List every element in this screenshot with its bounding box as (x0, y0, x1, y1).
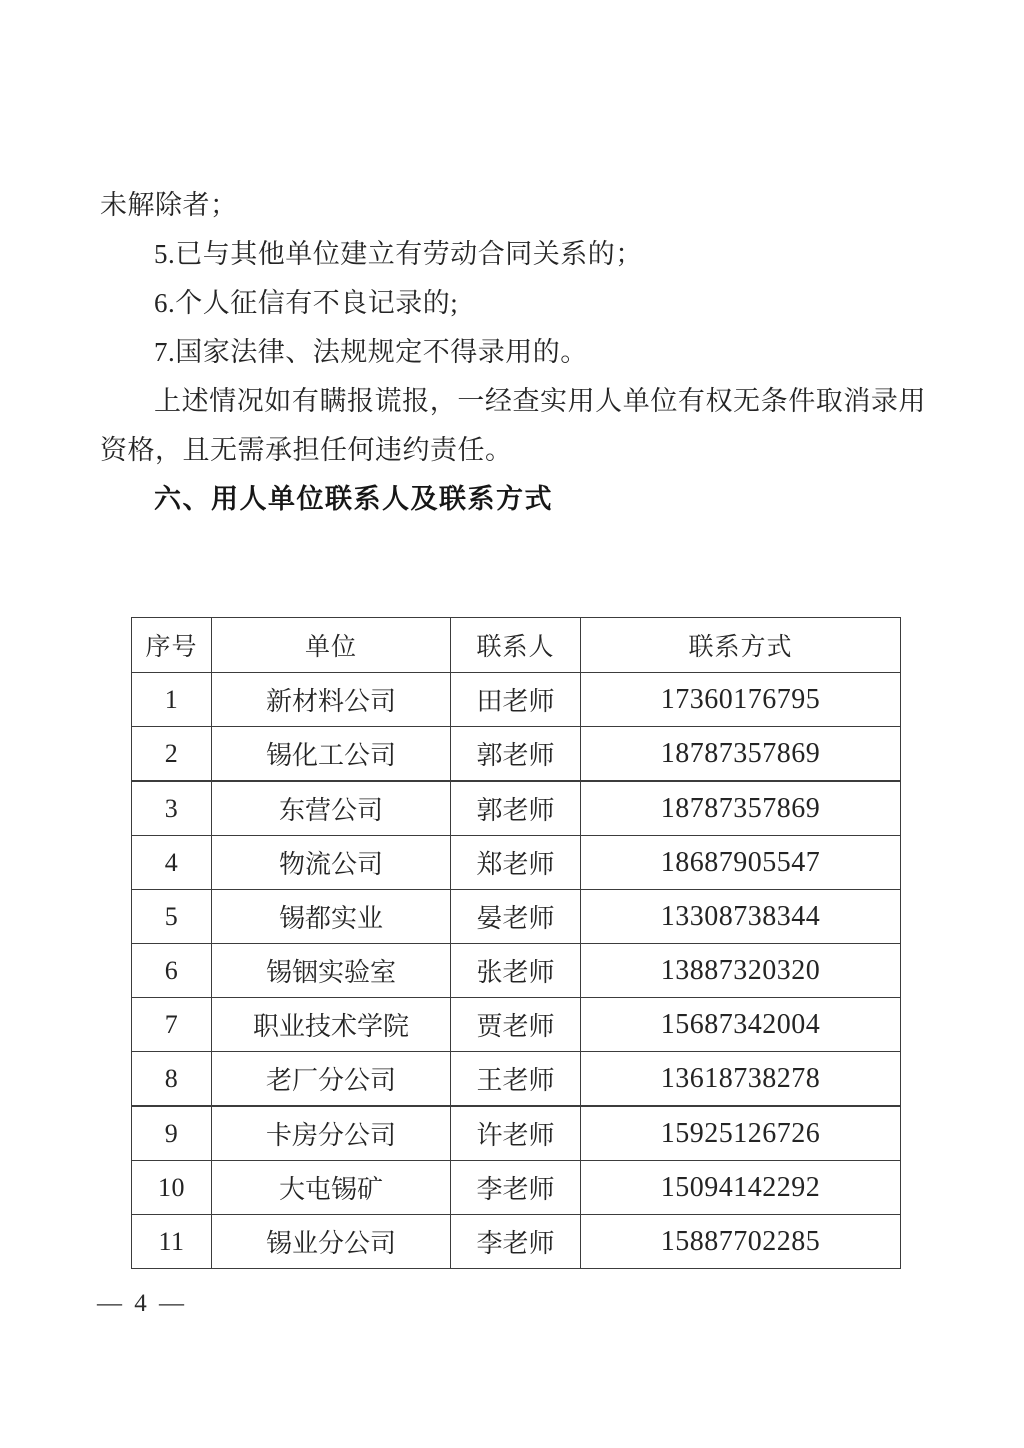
cell-unit: 大屯锡矿 (212, 1161, 451, 1215)
cell-contact: 田老师 (451, 673, 581, 727)
cell-phone: 13308738344 (581, 890, 901, 944)
cell-contact: 王老师 (451, 1052, 581, 1107)
cell-unit: 老厂分公司 (212, 1052, 451, 1107)
cell-index: 10 (132, 1161, 212, 1215)
table-row (132, 1052, 901, 1107)
cell-contact: 晏老师 (451, 890, 581, 944)
cell-index: 4 (132, 836, 212, 890)
table-row (132, 1106, 901, 1161)
table-row (132, 673, 901, 727)
cell-index: 1 (132, 673, 212, 727)
cell-unit: 锡业分公司 (212, 1215, 451, 1269)
cell-unit: 物流公司 (212, 836, 451, 890)
cell-contact: 许老师 (451, 1106, 581, 1161)
table-row (132, 781, 901, 836)
table-row (132, 890, 901, 944)
cell-contact: 郑老师 (451, 836, 581, 890)
cell-contact: 贾老师 (451, 998, 581, 1052)
table-row (132, 836, 901, 890)
cell-unit: 卡房分公司 (212, 1106, 451, 1161)
cell-phone: 17360176795 (581, 673, 901, 727)
section-heading: 六、用人单位联系人及联系方式 (154, 484, 553, 514)
cell-contact: 李老师 (451, 1215, 581, 1269)
column-header-unit: 单位 (212, 618, 451, 673)
cell-phone: 15094142292 (581, 1161, 901, 1215)
page-number: — 4 — (97, 1290, 187, 1317)
cell-contact: 李老师 (451, 1161, 581, 1215)
list-item-5: 5.已与其他单位建立有劳动合同关系的； (154, 239, 643, 269)
cell-phone: 15887702285 (581, 1215, 901, 1269)
paragraph-warning: 上述情况如有瞒报谎报，一经查实用人单位有权无条件取消录用资格，且无需承担任何违约责任。 (100, 386, 926, 465)
cell-contact: 郭老师 (451, 727, 581, 782)
cell-index: 11 (132, 1215, 212, 1269)
list-item-6: 6.个人征信有不良记录的; (154, 288, 459, 318)
cell-unit: 锡铟实验室 (212, 944, 451, 998)
cell-phone: 18687905547 (581, 836, 901, 890)
table-row (132, 1161, 901, 1215)
cell-index: 7 (132, 998, 212, 1052)
cell-index: 9 (132, 1106, 212, 1161)
cell-contact: 郭老师 (451, 781, 581, 836)
table-row (132, 944, 901, 998)
table-header-row (132, 618, 901, 673)
cell-index: 8 (132, 1052, 212, 1107)
column-header-index: 序号 (132, 618, 212, 673)
cell-phone: 15925126726 (581, 1106, 901, 1161)
column-header-contact: 联系人 (451, 618, 581, 673)
table-row (132, 727, 901, 782)
cell-phone: 13618738278 (581, 1052, 901, 1107)
column-header-phone: 联系方式 (581, 618, 901, 673)
table-row (132, 998, 901, 1052)
contacts-table (131, 617, 901, 1269)
cell-unit: 锡都实业 (212, 890, 451, 944)
cell-unit: 职业技术学院 (212, 998, 451, 1052)
cell-index: 2 (132, 727, 212, 782)
cell-unit: 东营公司 (212, 781, 451, 836)
cell-index: 5 (132, 890, 212, 944)
cell-phone: 15687342004 (581, 998, 901, 1052)
cell-index: 3 (132, 781, 212, 836)
paragraph-continuation: 未解除者； (100, 190, 238, 220)
cell-phone: 13887320320 (581, 944, 901, 998)
cell-phone: 18787357869 (581, 727, 901, 782)
cell-unit: 新材料公司 (212, 673, 451, 727)
cell-phone: 18787357869 (581, 781, 901, 836)
table-row (132, 1215, 901, 1269)
cell-unit: 锡化工公司 (212, 727, 451, 782)
document-content (100, 181, 926, 1269)
list-item-7: 7.国家法律、法规规定不得录用的。 (154, 337, 588, 367)
cell-index: 6 (132, 944, 212, 998)
cell-contact: 张老师 (451, 944, 581, 998)
